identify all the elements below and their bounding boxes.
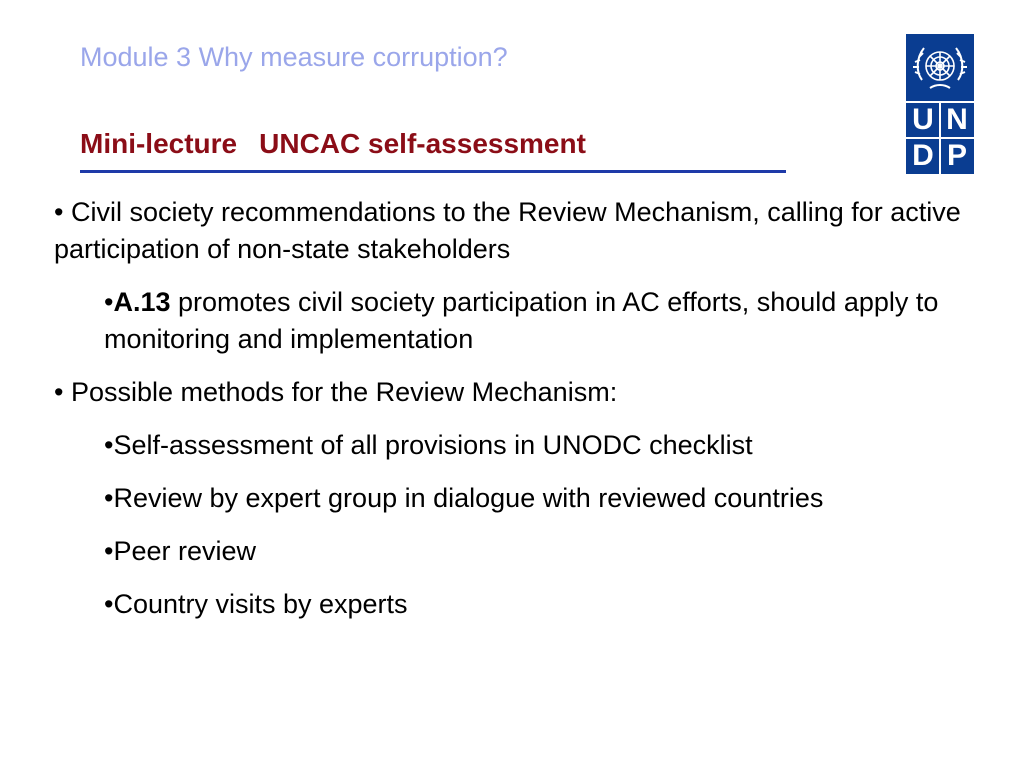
sub-bullet-self-assessment: •Self-assessment of all provisions in UNODC checklist	[104, 430, 753, 460]
logo-letter-p: P	[946, 139, 967, 172]
sub-bullet-a13	[104, 284, 984, 358]
logo-divider	[939, 102, 941, 174]
logo-letter-d: D	[912, 139, 934, 172]
bullet-marker: •	[104, 287, 114, 317]
lecture-label: Mini-lecture	[80, 128, 238, 159]
sub-bullet-peer-review: •Peer review	[104, 536, 257, 566]
title-underline	[80, 170, 786, 173]
sub-bullet-text: promotes civil society participation in AC efforts, should apply to monitoring and implementation	[104, 287, 939, 354]
logo-letter-u: U	[912, 103, 934, 136]
lecture-topic: UNCAC self-assessment	[259, 128, 586, 159]
sub-bullet-expert-review: •Review by expert group in dialogue with reviewed countries	[104, 483, 824, 513]
lecture-title	[80, 128, 586, 160]
bullet-civil-society: • Civil society recommendations to the Review Mechanism, calling for active participation of non-state stakeholders	[54, 197, 961, 264]
article-ref: A.13	[113, 287, 171, 317]
undp-logo	[906, 34, 974, 174]
bullet-possible-methods: • Possible methods for the Review Mechanism:	[54, 377, 618, 407]
logo-letter-n: N	[946, 103, 968, 136]
un-emblem-icon	[906, 34, 974, 102]
module-title: Module 3 Why measure corruption?	[80, 42, 508, 72]
sub-bullet-country-visits: •Country visits by experts	[104, 589, 408, 619]
slide-content	[54, 194, 984, 639]
